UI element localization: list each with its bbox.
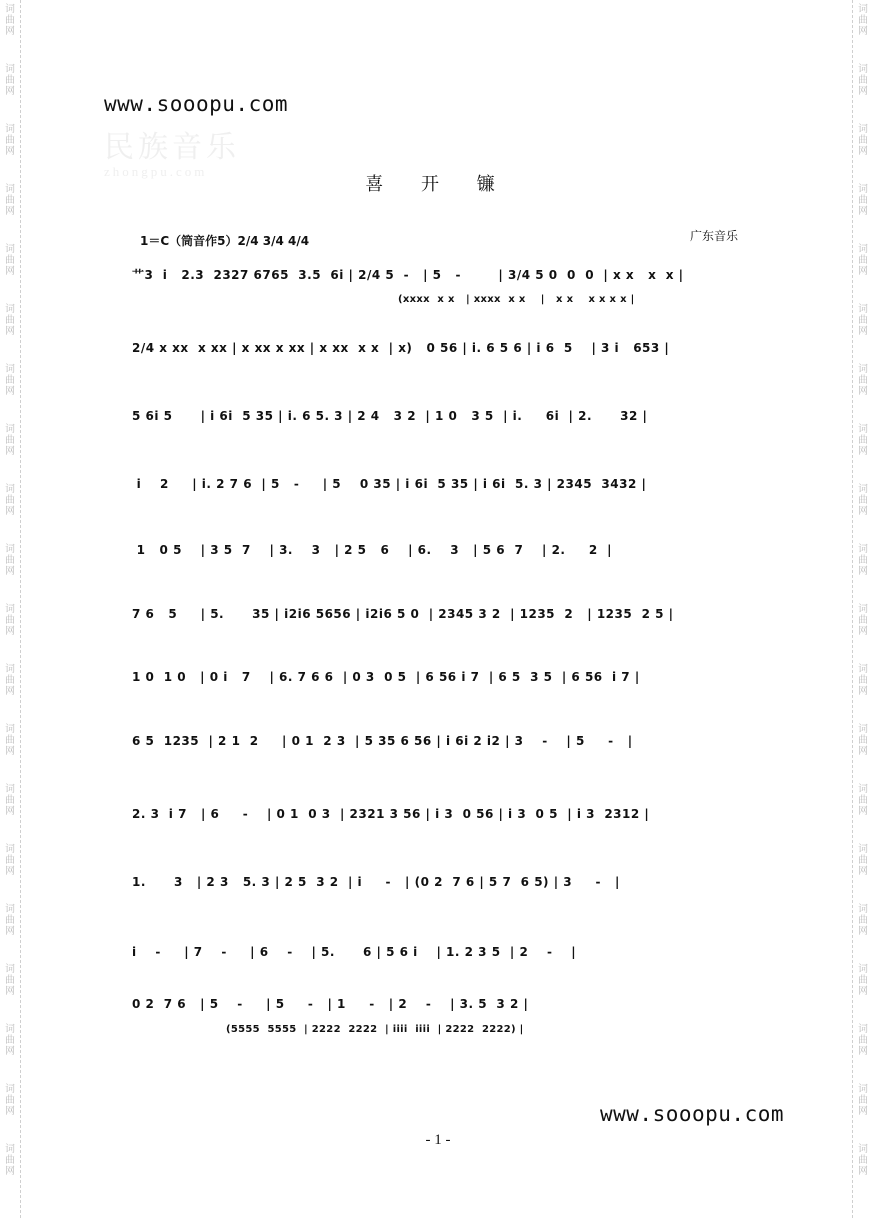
side-watermark: 词 曲 网: [858, 4, 868, 37]
notation-line: 1. 3 | 2 3 5. 3 | 2 5 3 2 | i - | (0 2 7 6 | 5 7 6 5) | 3 - |: [132, 875, 620, 889]
notation-row: [128, 807, 744, 829]
notation-row: [128, 875, 744, 897]
notation-line: 7 6 5 | 5. 35 | i2i6 5656 | i2i6 5 0 | 2345 3 2 | 1235 2 | 1235 2 5 |: [132, 607, 674, 621]
notation-line: i 2 | i. 2 7 6 | 5 - | 5 0 35 | i 6i 5 35 | i 6i 5. 3 | 2345 3432 |: [132, 477, 647, 491]
notation-line: 5 6i 5 | i 6i 5 35 | i. 6 5. 3 | 2 4 3 2 | 1 0 3 5 | i. 6i | 2. 32 |: [132, 409, 648, 423]
notation-line: 2/4 x xx x xx | x xx x xx | x xx x x | x) 0 56 | i. 6 5 6 | i 6 5 | 3 i 653 |: [132, 341, 670, 355]
side-watermark: 词 曲 网: [5, 544, 15, 577]
side-watermark: 词 曲 网: [5, 664, 15, 697]
side-watermark: 词 曲 网: [5, 304, 15, 337]
notation-line: 1 0 5 | 3 5 7 | 3. 3 | 2 5 6 | 6. 3 | 5 6 7 | 2. 2 |: [132, 543, 612, 557]
notation-row: [128, 341, 744, 363]
score-title: 喜 开 镰: [365, 174, 511, 195]
key-signature: 1＝C（筒音作5）2/4 3/4 4/4: [140, 234, 310, 248]
notation-row: [128, 266, 744, 288]
notation-line: 0 2 7 6 | 5 - | 5 - | 1 - | 2 - | 3. 5 3 2 |: [132, 997, 529, 1011]
notation-row: [128, 670, 744, 692]
notation-row: [128, 477, 744, 499]
percussion-line: (xxxx x x | xxxx x x | x x x x x x |: [398, 294, 635, 305]
notation-line: 1 0 1 0 | 0 i 7 | 6. 7 6 6 | 0 3 0 5 | 6 56 i 7 | 6 5 3 5 | 6 56 i 7 |: [132, 670, 640, 684]
side-watermark: 词 曲 网: [858, 364, 868, 397]
page-number: - 1 -: [425, 1132, 451, 1148]
side-watermark: 词 曲 网: [5, 364, 15, 397]
notation-line: 6 5 1235 | 2 1 2 | 0 1 2 3 | 5 35 6 56 | i 6i 2 i2 | 3 - | 5 - |: [132, 734, 633, 748]
side-watermark: 词 曲 网: [858, 724, 868, 757]
faint-watermark: 民族音乐: [104, 131, 240, 164]
score-source: 广东音乐: [690, 229, 739, 243]
side-watermark: 词 曲 网: [858, 604, 868, 637]
notation-line: i - | 7 - | 6 - | 5. 6 | 5 6 i | 1. 2 3 5 | 2 - |: [132, 945, 577, 959]
side-watermark: 词 曲 网: [858, 844, 868, 877]
notation-row: [128, 543, 744, 565]
side-watermark: 词 曲 网: [5, 244, 15, 277]
side-watermark: 词 曲 网: [5, 184, 15, 217]
side-watermark: 词 曲 网: [5, 1144, 15, 1177]
side-watermark: 词 曲 网: [5, 964, 15, 997]
side-watermark: 词 曲 网: [5, 844, 15, 877]
side-watermark: 词 曲 网: [858, 424, 868, 457]
side-watermark: 词 曲 网: [858, 304, 868, 337]
footer-site-url[interactable]: www.sooopu.com: [600, 1102, 785, 1126]
side-watermark: 词 曲 网: [858, 1024, 868, 1057]
side-watermark: 词 曲 网: [858, 124, 868, 157]
side-watermark: 词 曲 网: [858, 964, 868, 997]
side-watermark: 词 曲 网: [858, 1084, 868, 1117]
notation-row: [128, 945, 744, 967]
side-watermark: 词 曲 网: [858, 544, 868, 577]
side-watermark: 词 曲 网: [858, 244, 868, 277]
side-watermark: 词 曲 网: [5, 4, 15, 37]
side-watermark: 词 曲 网: [5, 424, 15, 457]
side-watermark: 词 曲 网: [5, 1024, 15, 1057]
notation-row: [128, 997, 744, 1019]
notation-row: [128, 734, 744, 756]
notation-line: 艹3 i 2.3 2327 6765 3.5 6i | 2/4 5 - | 5 - | 3/4 5 0 0 0 | x x x x |: [132, 268, 684, 282]
side-watermark: 词 曲 网: [5, 604, 15, 637]
notation-line: 2. 3 i 7 | 6 - | 0 1 0 3 | 2321 3 56 | i 3 0 56 | i 3 0 5 | i 3 2312 |: [132, 807, 650, 821]
side-watermark: 词 曲 网: [858, 1144, 868, 1177]
side-watermark: 词 曲 网: [858, 904, 868, 937]
side-watermark: 词 曲 网: [858, 664, 868, 697]
side-watermark: 词 曲 网: [5, 724, 15, 757]
bass-line: (5555 5555 | 2222 2222 | iiii iiii | 2222 2222) |: [226, 1024, 524, 1035]
side-watermark: 词 曲 网: [5, 484, 15, 517]
notation-row: [128, 607, 744, 629]
header-site-url[interactable]: www.sooopu.com: [104, 92, 289, 116]
faint-watermark-domain: zhongpu.com: [104, 164, 208, 179]
side-watermark: 词 曲 网: [5, 904, 15, 937]
notation-row: [128, 409, 744, 431]
side-watermark: 词 曲 网: [5, 124, 15, 157]
side-watermark: 词 曲 网: [5, 784, 15, 817]
side-watermark: 词 曲 网: [858, 184, 868, 217]
side-watermark: 词 曲 网: [858, 64, 868, 97]
side-watermark: 词 曲 网: [5, 1084, 15, 1117]
side-watermark: 词 曲 网: [858, 784, 868, 817]
side-watermark: 词 曲 网: [5, 64, 15, 97]
side-watermark: 词 曲 网: [858, 484, 868, 517]
